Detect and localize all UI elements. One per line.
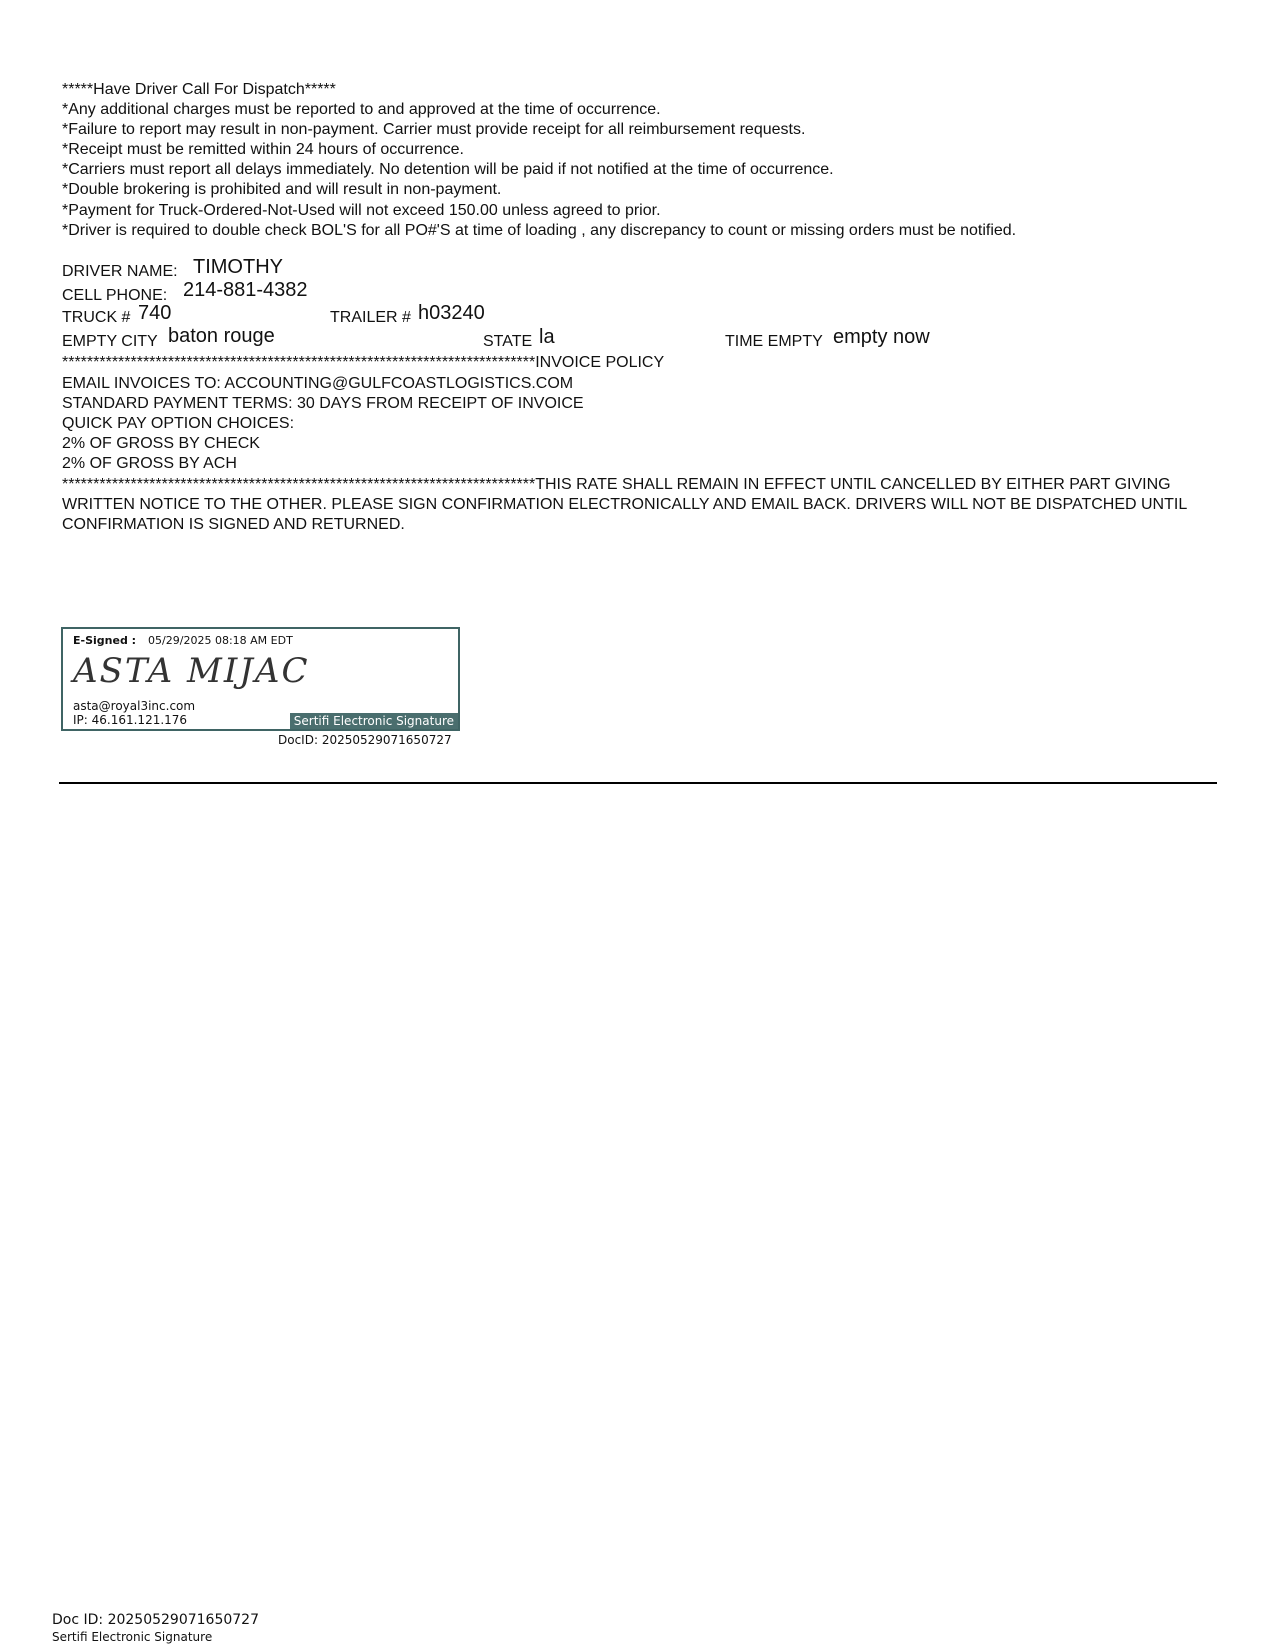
cell-phone-value: 214-881-4382 xyxy=(183,279,308,301)
invoice-line: 2% OF GROSS BY ACH xyxy=(62,455,237,472)
empty-city-value: baton rouge xyxy=(168,325,275,347)
footer-doc-id: Doc ID: 20250529071650727 xyxy=(52,1612,259,1628)
instruction-line: *Receipt must be remitted within 24 hours of occurrence. xyxy=(62,141,464,158)
e-signed-header xyxy=(73,634,293,647)
e-signature-box xyxy=(61,627,460,731)
cell-phone-label: CELL PHONE: xyxy=(62,287,168,304)
instruction-line: *Carriers must report all delays immediately. No detention will be paid if not notified at the time of occurrence. xyxy=(62,161,834,178)
truck-value: 740 xyxy=(138,302,172,324)
footer-service: Sertifi Electronic Signature xyxy=(52,1630,213,1644)
e-signed-timestamp: 05/29/2025 08:18 AM EDT xyxy=(148,634,293,647)
empty-city-label: EMPTY CITY xyxy=(62,333,158,350)
e-signed-label: E-Signed : xyxy=(73,634,137,647)
invoice-line: 2% OF GROSS BY CHECK xyxy=(62,435,260,452)
instruction-line: *Driver is required to double check BOL'S for all PO#'S at time of loading , any discrepancy to count or missing orders must be notified. xyxy=(62,222,1017,239)
handwritten-signature: ASTA MIJAC xyxy=(73,651,310,691)
instruction-line: *Double brokering is prohibited and will result in non-payment. xyxy=(62,181,502,198)
rate-notice: ****************************************************************************THIS RATE SHALL REMAIN IN EFFECT UNTIL CANCELLED BY EITHER PART GIVING WRITTEN NOTICE TO THE OTHER. PLEASE SIGN CONFIRMATION ELECTRONICALLY AND EMAIL BACK. DRIVERS WILL NOT BE DISPATCHED UNTIL CONFIRMATION IS SIGNED AND RETURNED. xyxy=(62,476,1187,533)
invoice-line: QUICK PAY OPTION CHOICES: xyxy=(62,415,295,432)
time-empty-label: TIME EMPTY xyxy=(725,333,823,350)
invoice-policy-header: ****************************************************************************INVOICE POLICY xyxy=(62,354,665,371)
truck-label: TRUCK # xyxy=(62,309,131,326)
state-label: STATE xyxy=(483,333,533,350)
horizontal-divider xyxy=(59,782,1217,784)
invoice-line: EMAIL INVOICES TO: ACCOUNTING@GULFCOASTLOGISTICS.COM xyxy=(62,375,574,392)
dispatch-notice: *****Have Driver Call For Dispatch***** xyxy=(62,81,336,98)
sertifi-badge: Sertifi Electronic Signature xyxy=(290,713,458,729)
instruction-line: *Any additional charges must be reported to and approved at the time of occurrence. xyxy=(62,101,661,118)
invoice-line: STANDARD PAYMENT TERMS: 30 DAYS FROM RECEIPT OF INVOICE xyxy=(62,395,584,412)
signature-doc-id: DocID: 20250529071650727 xyxy=(278,733,452,747)
instruction-line: *Payment for Truck-Ordered-Not-Used will not exceed 150.00 unless agreed to prior. xyxy=(62,202,661,219)
instruction-line: *Failure to report may result in non-payment. Carrier must provide receipt for all reimbursement requests. xyxy=(62,121,806,138)
signer-ip: IP: 46.161.121.176 xyxy=(73,713,188,727)
trailer-value: h03240 xyxy=(418,302,485,324)
state-value: la xyxy=(539,326,555,348)
trailer-label: TRAILER # xyxy=(330,309,411,326)
signer-email: asta@royal3inc.com xyxy=(73,699,196,713)
time-empty-value: empty now xyxy=(833,326,930,348)
driver-name-value: TIMOTHY xyxy=(193,256,283,278)
driver-name-label: DRIVER NAME: xyxy=(62,263,178,280)
